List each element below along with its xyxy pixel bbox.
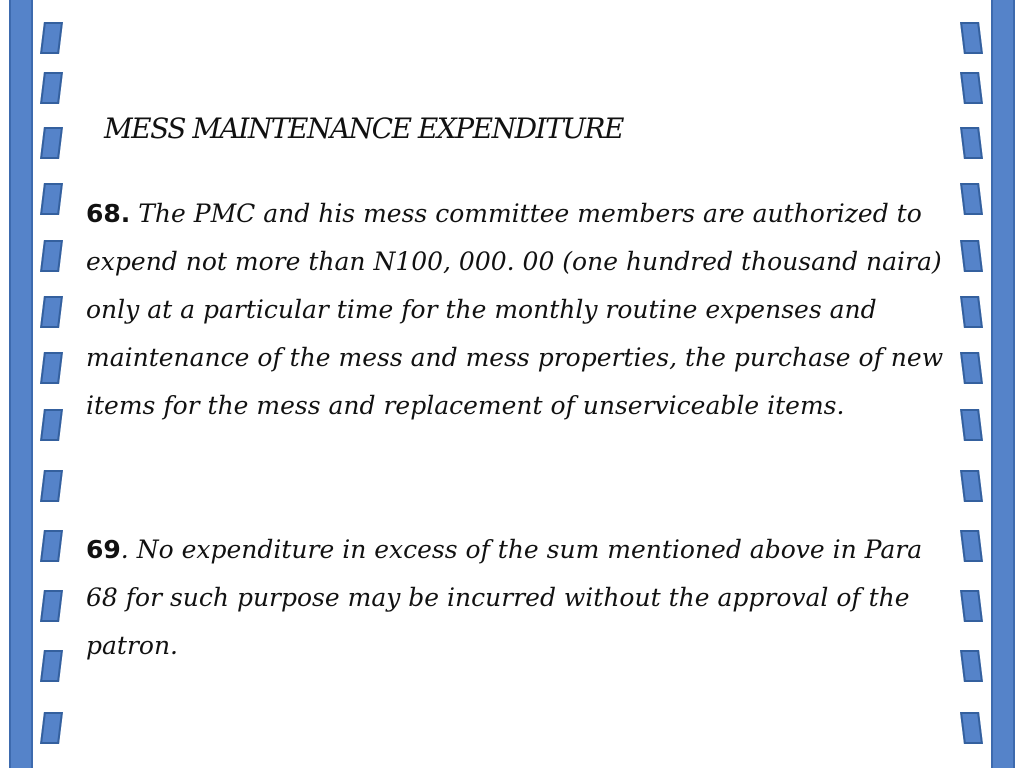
right-border-bar bbox=[991, 0, 1015, 768]
right-frame-tab bbox=[960, 240, 983, 272]
left-frame-tab bbox=[40, 409, 63, 441]
left-frame-tab bbox=[40, 650, 63, 682]
left-frame-tab bbox=[40, 72, 63, 104]
paragraph-text: The PMC and his mess committee members are authorized to expend not more than N100, 000. 00 (one hundred thousand naira) only at a particular time for the monthly routine expenses and maintenance of the mess and mess properties, the purchase of new items for the mess and replacement of unserviceable items. bbox=[86, 199, 944, 420]
paragraph-text: . No expenditure in excess of the sum mentioned above in Para 68 for such purpose may be incurred without the approval of the patron. bbox=[86, 535, 923, 660]
left-frame-tab bbox=[40, 470, 63, 502]
right-frame-tab bbox=[960, 590, 983, 622]
paragraph-number: 68. bbox=[86, 199, 131, 228]
right-frame-tab bbox=[960, 72, 983, 104]
left-frame-tab bbox=[40, 590, 63, 622]
right-frame-tab bbox=[960, 650, 983, 682]
left-frame-tab bbox=[40, 240, 63, 272]
left-frame-tab bbox=[40, 127, 63, 159]
left-frame-tab bbox=[40, 22, 63, 54]
right-frame-tab bbox=[960, 409, 983, 441]
right-frame-tab bbox=[960, 183, 983, 215]
paragraph-number: 69 bbox=[86, 535, 121, 564]
right-frame-tab bbox=[960, 530, 983, 562]
left-frame-tab bbox=[40, 296, 63, 328]
right-frame-tab bbox=[960, 352, 983, 384]
slide-title: MESS MAINTENANCE EXPENDITURE bbox=[104, 112, 623, 145]
right-frame-tab bbox=[960, 712, 983, 744]
left-frame-tab bbox=[40, 183, 63, 215]
paragraph-69 bbox=[86, 526, 958, 670]
right-frame-tab bbox=[960, 22, 983, 54]
left-frame-tab bbox=[40, 352, 63, 384]
paragraph-68 bbox=[86, 190, 958, 430]
right-frame-tab bbox=[960, 470, 983, 502]
left-border-bar bbox=[9, 0, 33, 768]
right-frame-tab bbox=[960, 296, 983, 328]
right-frame-tab bbox=[960, 127, 983, 159]
left-frame-tab bbox=[40, 530, 63, 562]
left-frame-tab bbox=[40, 712, 63, 744]
